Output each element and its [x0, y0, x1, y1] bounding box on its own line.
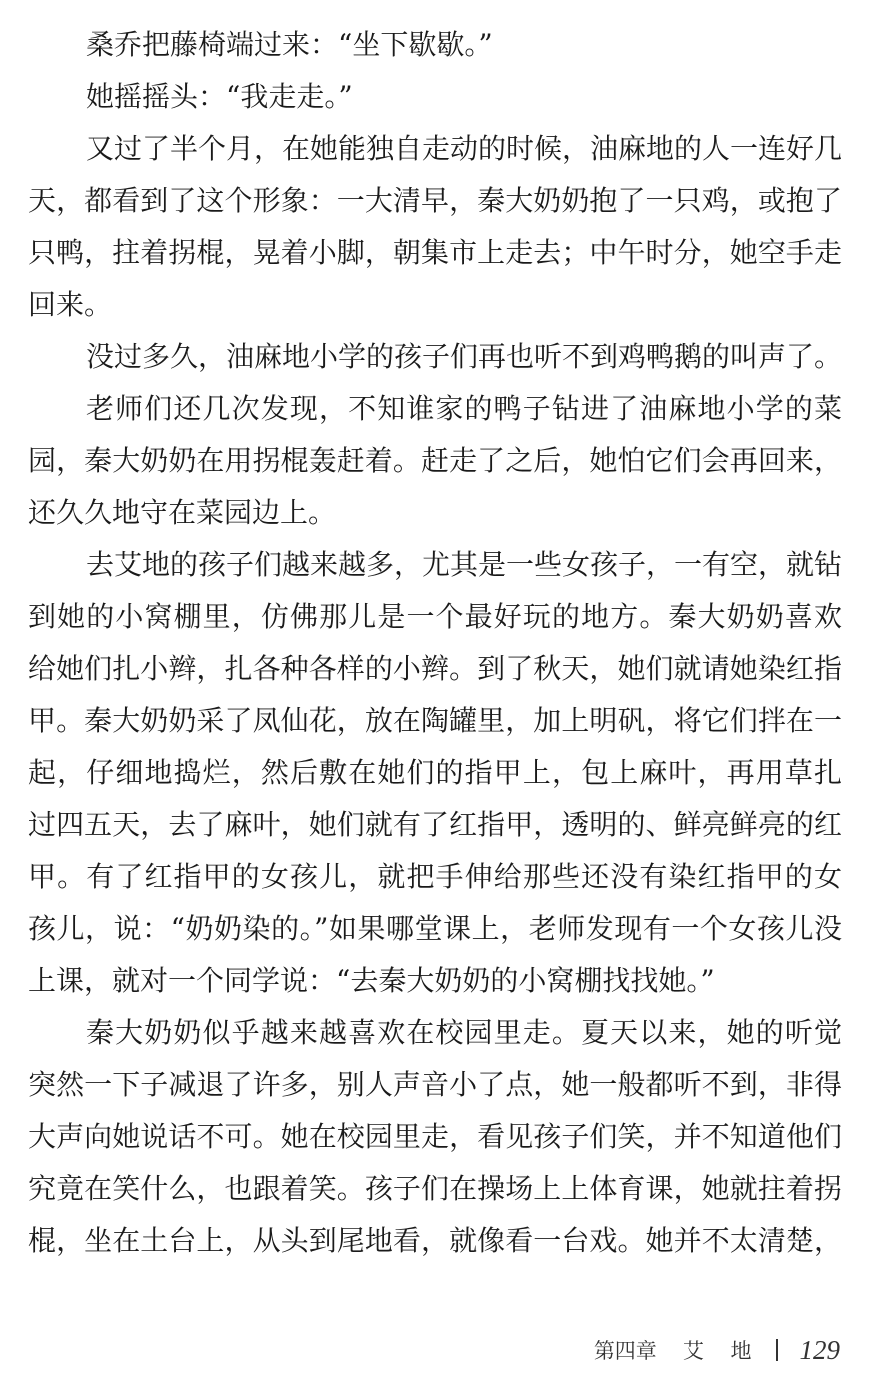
- text-line: 只鸭，拄着拐棍，晃着小脚，朝集市上走去；中午时分，她空手走: [28, 236, 842, 269]
- body-text: [28, 19, 842, 1267]
- page-footer: [594, 1332, 840, 1368]
- page-number: 129: [799, 1334, 840, 1365]
- text-line: 园，秦大奶奶在用拐棍轰赶着。赶走了之后，她怕它们会再回来，: [28, 444, 842, 477]
- footer-divider: [776, 1339, 778, 1361]
- text-line: 棍，坐在土台上，从头到尾地看，就像看一台戏。她并不太清楚，: [28, 1224, 842, 1257]
- text-line: 桑乔把藤椅端过来：“坐下歇歇。”: [86, 28, 493, 61]
- text-line: 起，仔细地捣烂，然后敷在她们的指甲上，包上麻叶，再用草扎: [28, 756, 842, 789]
- text-line: 又过了半个月，在她能独自走动的时候，油麻地的人一连好几: [86, 132, 842, 165]
- text-line: 突然一下子减退了许多，别人声音小了点，她一般都听不到，非得: [28, 1068, 842, 1101]
- text-line: 孩儿，说：“奶奶染的。”如果哪堂课上，老师发现有一个女孩儿没: [28, 912, 842, 945]
- text-line: 去艾地的孩子们越来越多，尤其是一些女孩子，一有空，就钻: [86, 548, 842, 581]
- text-line: 甲。秦大奶奶采了凤仙花，放在陶罐里，加上明矾，将它们拌在一: [28, 704, 842, 737]
- footer-chapter: 第四章: [593, 1339, 657, 1363]
- text-line: 她摇摇头：“我走走。”: [86, 80, 353, 113]
- text-line: 过四五天，去了麻叶，她们就有了红指甲，透明的、鲜亮鲜亮的红: [28, 808, 842, 841]
- text-line: 没过多久，油麻地小学的孩子们再也听不到鸡鸭鹅的叫声了。: [86, 340, 842, 373]
- text-line: 还久久地守在菜园边上。: [28, 496, 337, 529]
- footer-chapter-title: 艾 地: [682, 1339, 762, 1363]
- text-line: 给她们扎小辫，扎各种各样的小辫。到了秋天，她们就请她染红指: [28, 652, 842, 685]
- text-line: 甲。有了红指甲的女孩儿，就把手伸给那些还没有染红指甲的女: [28, 860, 842, 893]
- text-line: 回来。: [28, 288, 113, 321]
- text-line: 到她的小窝棚里，仿佛那儿是一个最好玩的地方。秦大奶奶喜欢: [28, 600, 842, 633]
- text-line: 上课，就对一个同学说：“去秦大奶奶的小窝棚找找她。”: [28, 964, 715, 997]
- text-line: 老师们还几次发现，不知谁家的鸭子钻进了油麻地小学的菜: [86, 392, 842, 425]
- text-line: 秦大奶奶似乎越来越喜欢在校园里走。夏天以来，她的听觉: [86, 1016, 842, 1049]
- text-line: 天，都看到了这个形象：一大清早，秦大奶奶抱了一只鸡，或抱了: [28, 184, 842, 217]
- text-line: 大声向她说话不可。她在校园里走，看见孩子们笑，并不知道他们: [28, 1120, 842, 1153]
- text-line: 究竟在笑什么，也跟着笑。孩子们在操场上上体育课，她就拄着拐: [28, 1172, 842, 1205]
